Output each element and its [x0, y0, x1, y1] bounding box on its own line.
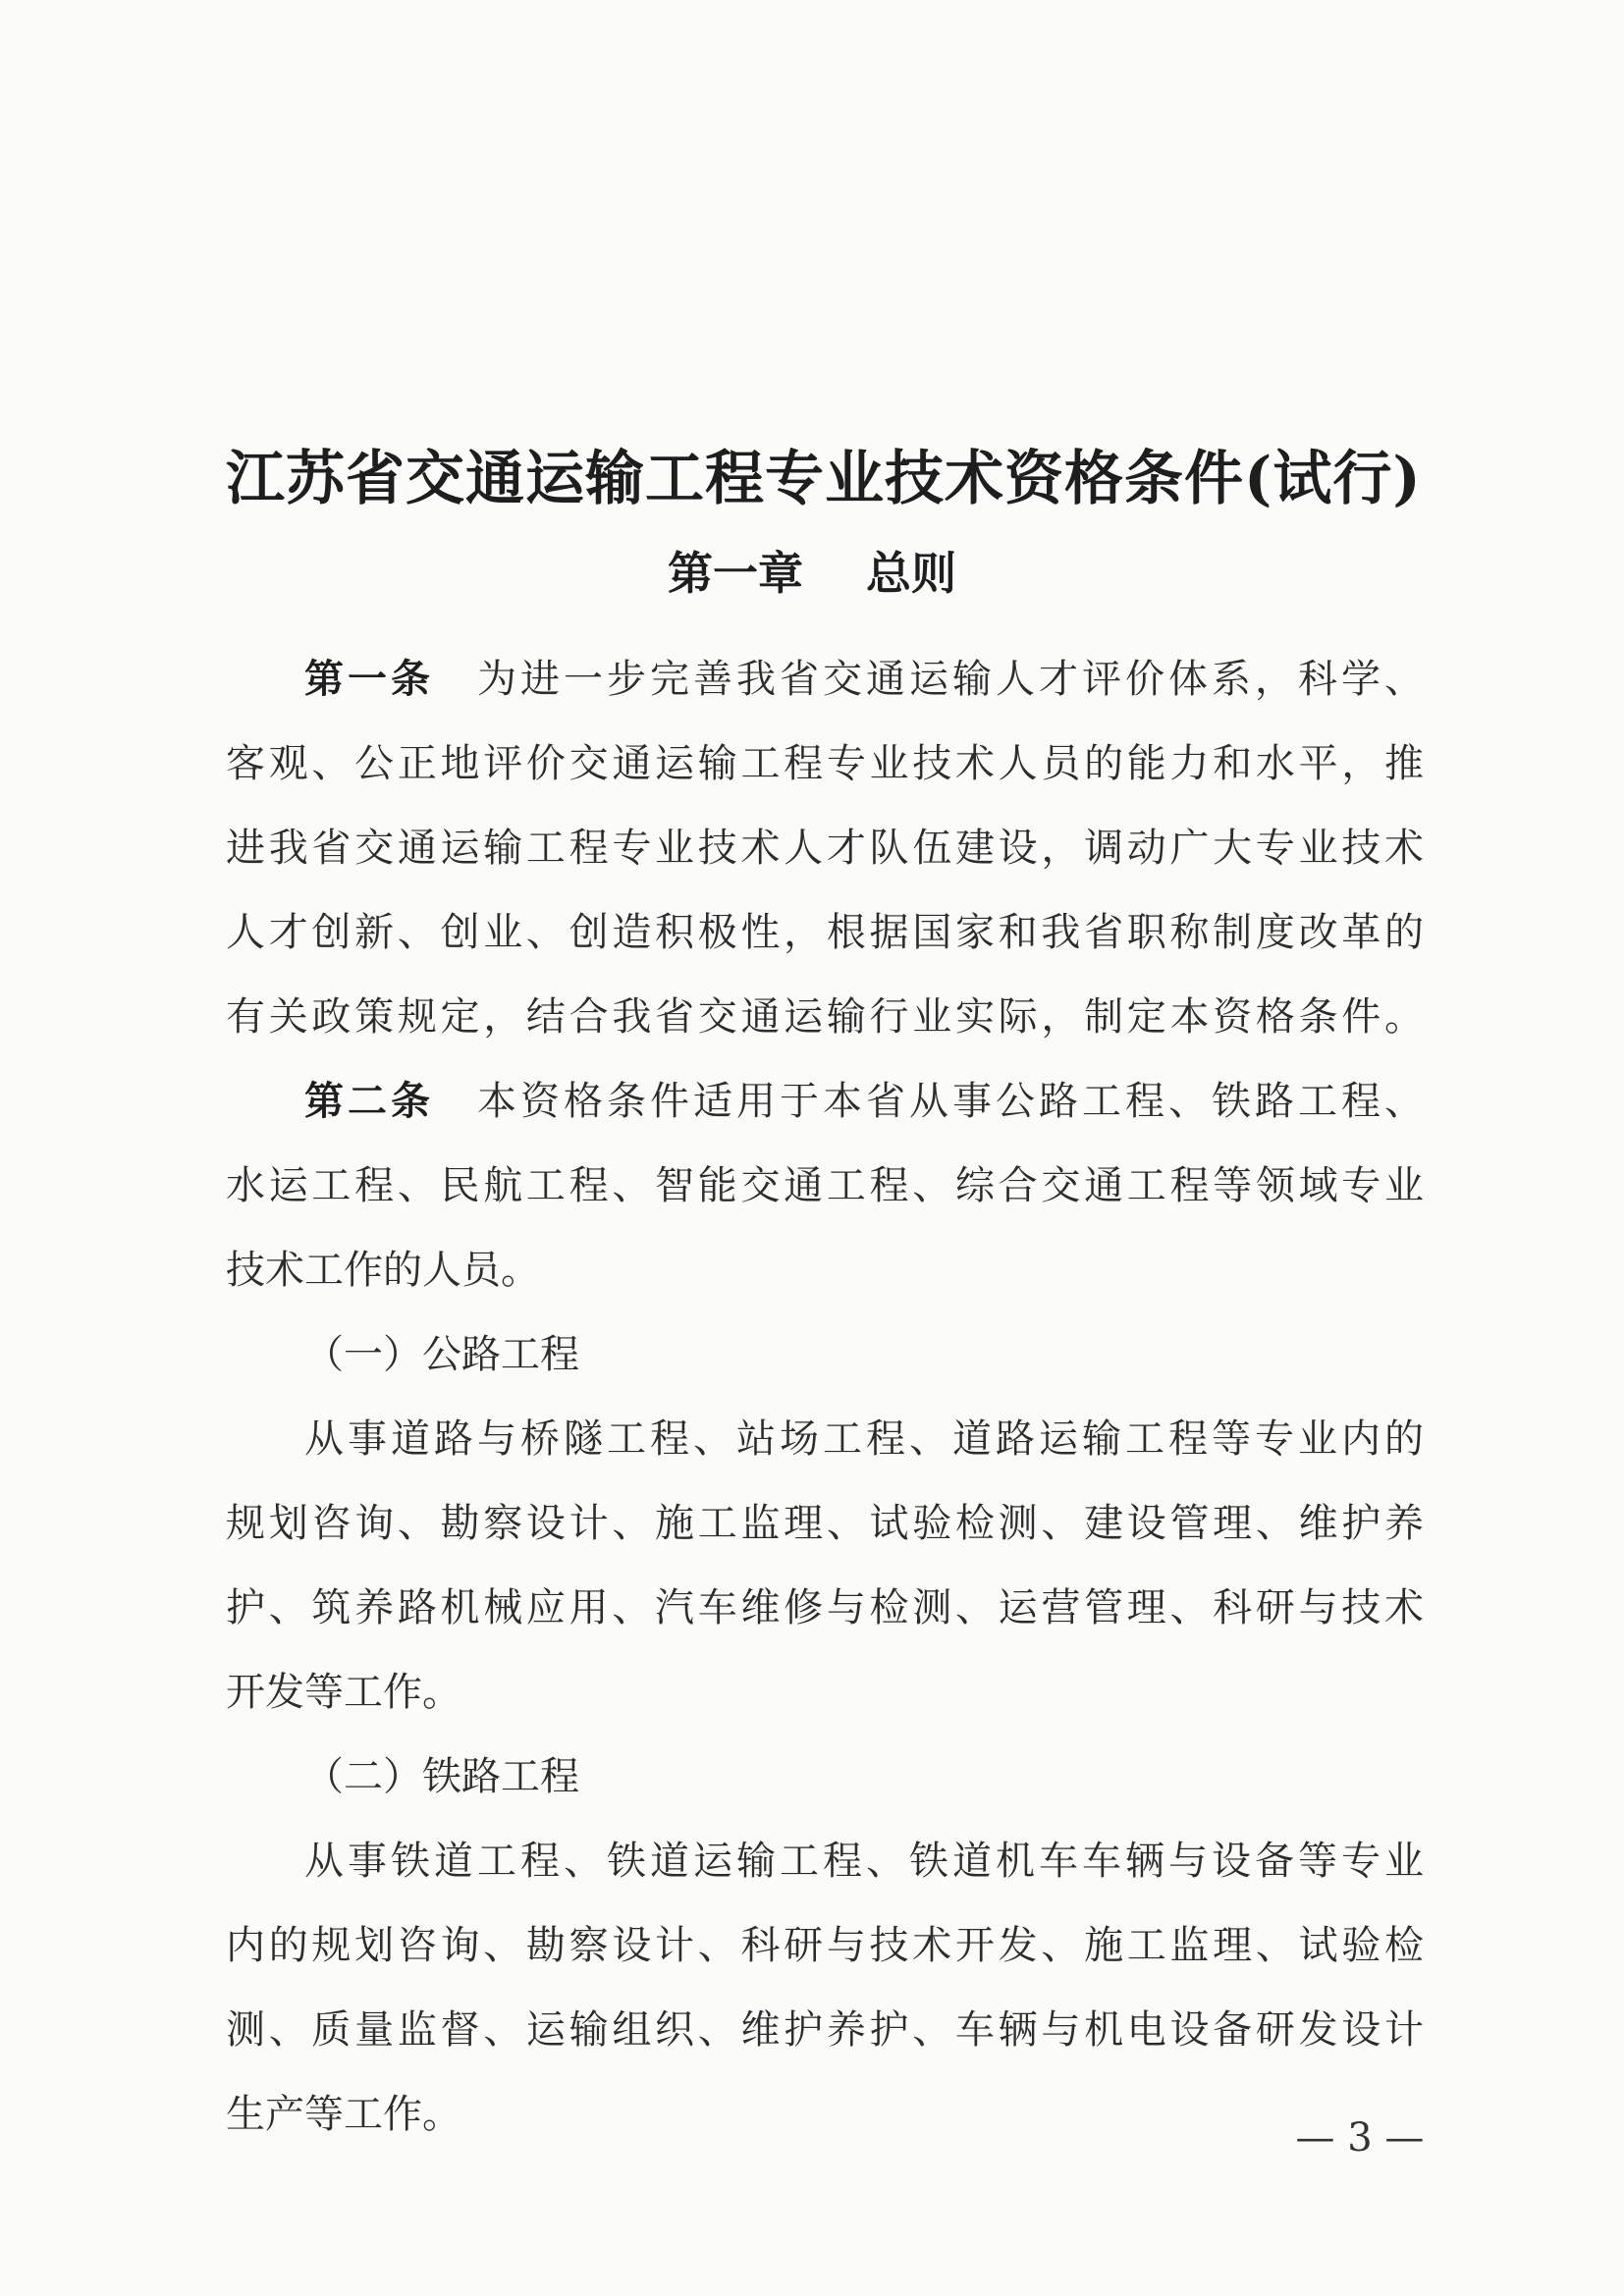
item-1-line-4: 开发等工作。 — [226, 1670, 461, 1715]
article-1-line-2: 客观、公正地评价交通运输工程专业技术人员的能力和水平，推 — [226, 741, 1424, 786]
article-1-text: 为进一步完善我省交通运输人才评价体系，科学、 — [473, 657, 1424, 702]
item-2-line-3: 测、质量监督、运输组织、维护养护、车辆与机电设备研发设计 — [226, 2007, 1424, 2053]
item-1-line-3: 护、筑养路机械应用、汽车维修与检测、运营管理、科研与技术 — [226, 1585, 1424, 1630]
article-2-text: 本资格条件适用于本省从事公路工程、铁路工程、 — [473, 1079, 1424, 1124]
article-1-line-4: 人才创新、创业、创造积极性，根据国家和我省职称制度改革的 — [226, 910, 1424, 955]
article-1-line-3: 进我省交通运输工程专业技术人才队伍建设，调动广大专业技术 — [226, 826, 1424, 871]
article-2-line-3: 技术工作的人员。 — [226, 1248, 540, 1293]
item-2-line-4: 生产等工作。 — [226, 2092, 461, 2137]
article-1-line-1 — [304, 640, 1424, 719]
item-1-heading: （一）公路工程 — [304, 1332, 579, 1377]
article-2-line-1 — [304, 1062, 1424, 1141]
chapter-heading: 第一章 总则 — [667, 547, 957, 600]
page-number: — 3 — — [1295, 2115, 1425, 2161]
article-2-label: 第二条 — [304, 1078, 434, 1124]
item-2-line-2: 内的规划咨询、勘察设计、科研与技术开发、施工监理、试验检 — [226, 1923, 1424, 1968]
article-1-label: 第一条 — [304, 656, 434, 702]
item-1-line-2: 规划咨询、勘察设计、施工监理、试验检测、建设管理、维护养 — [226, 1501, 1424, 1546]
article-1-line-5: 有关政策规定，结合我省交通运输行业实际，制定本资格条件。 — [226, 994, 1424, 1040]
item-1-line-1: 从事道路与桥隧工程、站场工程、道路运输工程等专业内的 — [304, 1416, 1424, 1462]
document-title: 江苏省交通运输工程专业技术资格条件(试行) — [226, 445, 1422, 513]
item-2-line-1: 从事铁道工程、铁道运输工程、铁道机车车辆与设备等专业 — [304, 1839, 1424, 1884]
item-2-heading: （二）铁路工程 — [304, 1754, 579, 1799]
article-2-line-2: 水运工程、民航工程、智能交通工程、综合交通工程等领域专业 — [226, 1163, 1424, 1208]
